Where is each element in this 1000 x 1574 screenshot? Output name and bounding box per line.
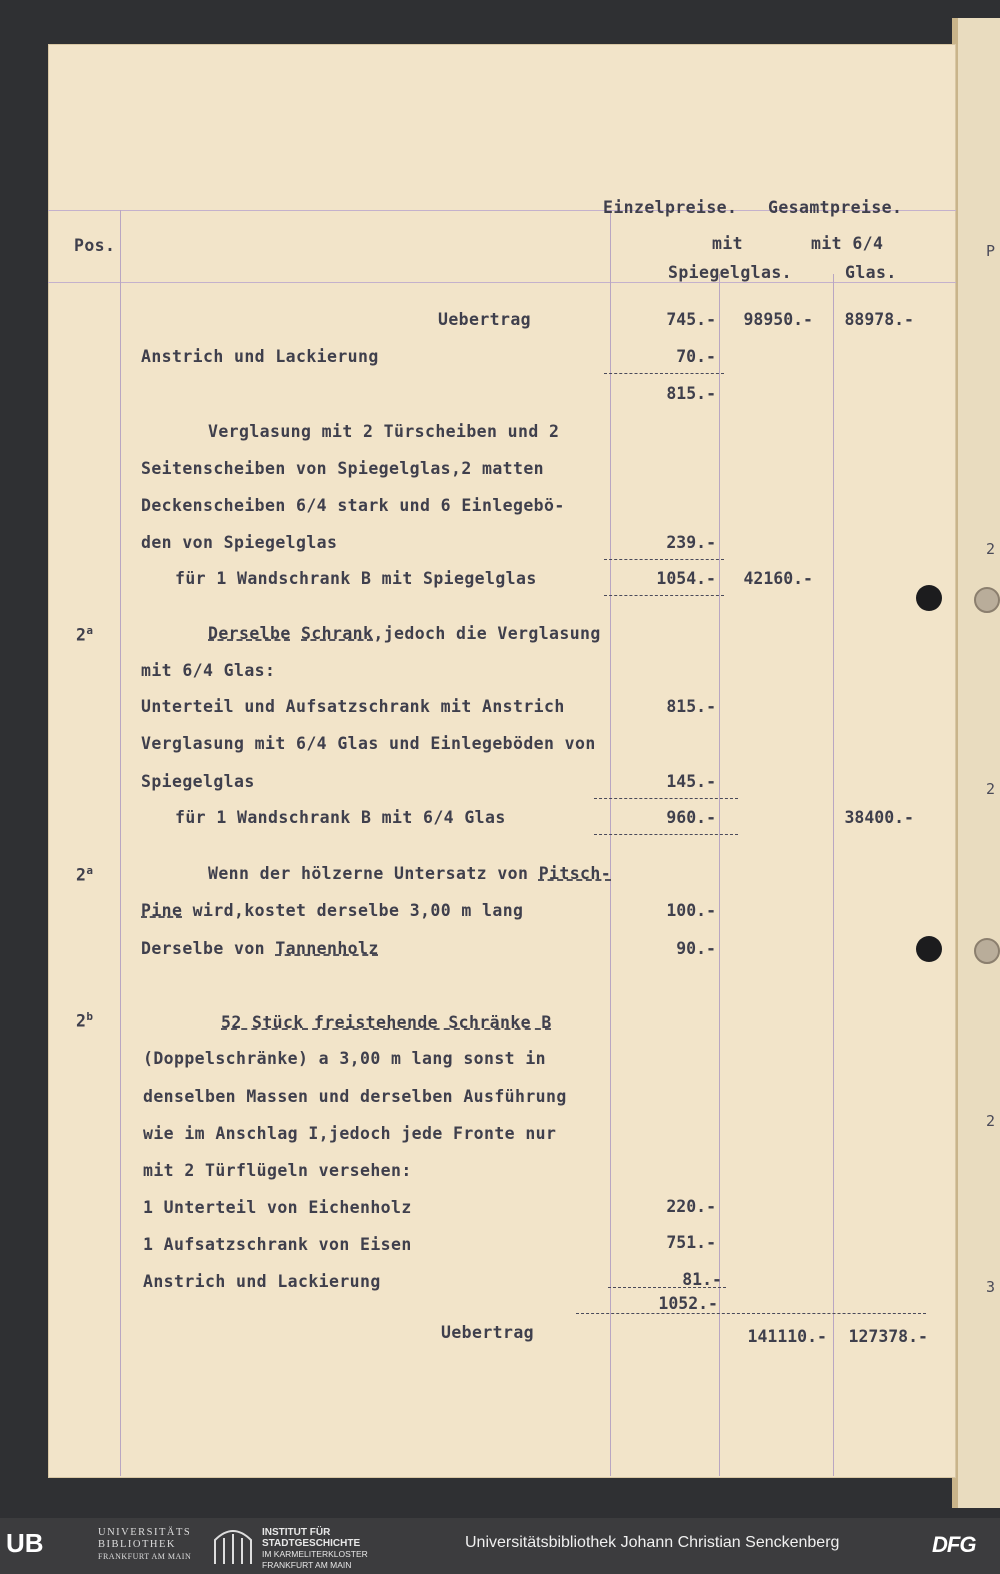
line-wenn-untersatz: [208, 864, 611, 883]
gesamtpreis-spiegelglas: 98950.-: [743, 310, 813, 329]
sum-rule: [604, 373, 724, 374]
ub-line: BIBLIOTHEK: [98, 1539, 176, 1550]
line-unterteil-aufsatz: Unterteil und Aufsatzschrank mit Anstrich: [141, 697, 565, 716]
ub-wordmark: [98, 1527, 191, 1563]
sum-rule: [608, 1287, 726, 1288]
header-glas: Glas.: [845, 263, 897, 282]
underlined-word: Pine: [141, 901, 183, 920]
einzelpreis-value: 145.-: [666, 772, 716, 791]
pos-2a-second: [76, 864, 93, 885]
einzelpreis-value: 239.-: [666, 533, 716, 552]
line-verglasung: Verglasung mit 2 Türscheiben und 2: [208, 422, 560, 441]
punch-hole-next-page: [974, 938, 1000, 964]
next-page-fragment: 3: [986, 1278, 996, 1296]
pos-2a: [76, 624, 93, 645]
dfg-logo: DFG: [932, 1532, 976, 1557]
einzelpreis-subtotal: 960.-: [666, 808, 716, 827]
line-fuer-wandschrank-6-4: für 1 Wandschrank B mit 6/4 Glas: [175, 808, 506, 827]
gesamtpreis-spiegelglas: 42160.-: [743, 569, 813, 588]
underlined-word: Derselbe: [208, 624, 291, 643]
underlined-word: Tannenholz: [275, 939, 379, 958]
gesamtpreis-glas: 38400.-: [844, 808, 914, 827]
spiegel-column-rule: [719, 274, 720, 1476]
line-mit-2-tuerfluegeln: mit 2 Türflügeln versehen:: [143, 1161, 412, 1180]
pos-number: 2: [76, 865, 87, 885]
einzelpreis-value: 745.-: [666, 310, 716, 329]
text-run: Wenn der hölzerne Untersatz von: [208, 864, 539, 883]
line-anstrich-lackierung: Anstrich und Lackierung: [143, 1272, 381, 1291]
next-page-fragment: 2: [986, 1112, 996, 1130]
line-den-von: den von Spiegelglas: [141, 533, 338, 552]
punch-hole-next-page: [974, 587, 1000, 613]
line-doppelschraenke: (Doppelschränke) a 3,00 m lang sonst in: [143, 1049, 547, 1068]
underlined-word: Pitsch-: [538, 864, 612, 883]
header-spiegelglas: Spiegelglas.: [668, 263, 793, 282]
uebertrag-top: Uebertrag: [438, 310, 532, 329]
line-derselbe-schrank: [208, 624, 601, 643]
library-name: Universitätsbibliothek Johann Christian Senckenberg: [465, 1534, 840, 1551]
ub-line: FRANKFURT AM MAIN: [98, 1552, 192, 1561]
next-page-fragment: P: [986, 242, 996, 260]
einzelpreis-value: 81.-: [682, 1270, 722, 1289]
line-spiegelglas: Spiegelglas: [141, 772, 255, 791]
einzelpreis-subtotal: 815.-: [666, 384, 716, 403]
pos-number: 2: [76, 1011, 87, 1031]
einzelpreis-subtotal: 1052.-: [658, 1294, 718, 1313]
uebertrag-bottom: Uebertrag: [441, 1323, 535, 1342]
header-bottom-rule: [48, 282, 956, 283]
line-anstrich: Anstrich und Lackierung: [141, 347, 379, 366]
line-deckenscheiben: Deckenscheiben 6/4 stark und 6 Einlegebö-: [141, 496, 565, 515]
line-wie-im-anschlag: wie im Anschlag I,jedoch jede Fronte nur: [143, 1124, 557, 1143]
inst-line: IM KARMELITERKLOSTER: [262, 1549, 368, 1559]
line-aufsatzschrank-eisen: 1 Aufsatzschrank von Eisen: [143, 1235, 412, 1254]
ub-line: UNIVERSITÄTS: [98, 1527, 192, 1538]
footer-bar: [0, 1518, 1000, 1574]
pos-suffix: a: [86, 864, 94, 877]
text-run: Derselbe von: [141, 939, 276, 958]
inst-line: FRANKFURT AM MAIN: [262, 1560, 352, 1570]
sum-rule: [594, 798, 738, 799]
line-denselben: denselben Massen und derselben Ausführung: [143, 1087, 567, 1106]
line-verglasung-6-4: Verglasung mit 6/4 Glas und Einlegeböden von: [141, 734, 596, 753]
einzelpreis-value: 100.-: [666, 901, 716, 920]
line-seitenscheiben: Seitenscheiben von Spiegelglas,2 matten: [141, 459, 545, 478]
line-fuer-wandschrank-spiegel: für 1 Wandschrank B mit Spiegelglas: [175, 569, 537, 588]
header-mit: mit: [712, 234, 744, 253]
einzelpreis-value: 751.-: [666, 1233, 716, 1252]
text-run: ,jedoch die Verglasung: [373, 624, 601, 643]
sum-rule: [594, 834, 738, 835]
punch-hole: [916, 936, 942, 962]
header-pos: Pos.: [74, 236, 116, 255]
inst-line: STADTGESCHICHTE: [262, 1538, 361, 1549]
line-tannenholz: [141, 939, 379, 958]
punch-hole: [916, 585, 942, 611]
einzelpreis-value: 220.-: [666, 1197, 716, 1216]
text-run: wird,kostet derselbe 3,00 m lang: [182, 901, 524, 920]
einzelpreis-value: 70.-: [676, 347, 716, 366]
ub-logo: UB: [6, 1528, 44, 1558]
next-page-fragment: 2: [986, 540, 996, 558]
sum-rule: [604, 595, 724, 596]
line-pine: [141, 901, 523, 920]
inst-line: INSTITUT FÜR: [262, 1527, 331, 1538]
line-52-stueck: 52 Stück freistehende Schränke B: [221, 1013, 552, 1032]
sum-rule: [604, 559, 724, 560]
gesamtpreis-spiegelglas-uebertrag: 141110.-: [747, 1327, 827, 1346]
sum-rule: [576, 1313, 926, 1314]
einzelpreis-value: 90.-: [676, 939, 716, 958]
gesamtpreis-glas: 88978.-: [844, 310, 914, 329]
line-unterteil-eichenholz: 1 Unterteil von Eichenholz: [143, 1198, 412, 1217]
pos-suffix: b: [86, 1010, 94, 1023]
einzelpreis-value: 815.-: [666, 697, 716, 716]
pos-2b: [76, 1010, 93, 1031]
pos-suffix: a: [86, 624, 94, 637]
pos-number: 2: [76, 625, 87, 645]
gesamtpreis-glas-uebertrag: 127378.-: [848, 1327, 928, 1346]
header-einzelpreise: Einzelpreise.: [603, 198, 738, 217]
document-page: [48, 44, 956, 1478]
underlined-word: Schrank: [301, 624, 374, 643]
institut-wordmark: [262, 1527, 368, 1571]
next-page-fragment: 2: [986, 780, 996, 798]
institut-logo-icon: [212, 1526, 254, 1566]
einzelpreis-subtotal: 1054.-: [656, 569, 716, 588]
pos-column-rule: [120, 210, 121, 1476]
header-mit-6-4: mit 6/4: [811, 234, 884, 253]
glas-column-rule: [833, 274, 834, 1476]
line-mit-6-4-glas: mit 6/4 Glas:: [141, 661, 276, 680]
header-gesamtpreise: Gesamtpreise.: [768, 198, 903, 217]
